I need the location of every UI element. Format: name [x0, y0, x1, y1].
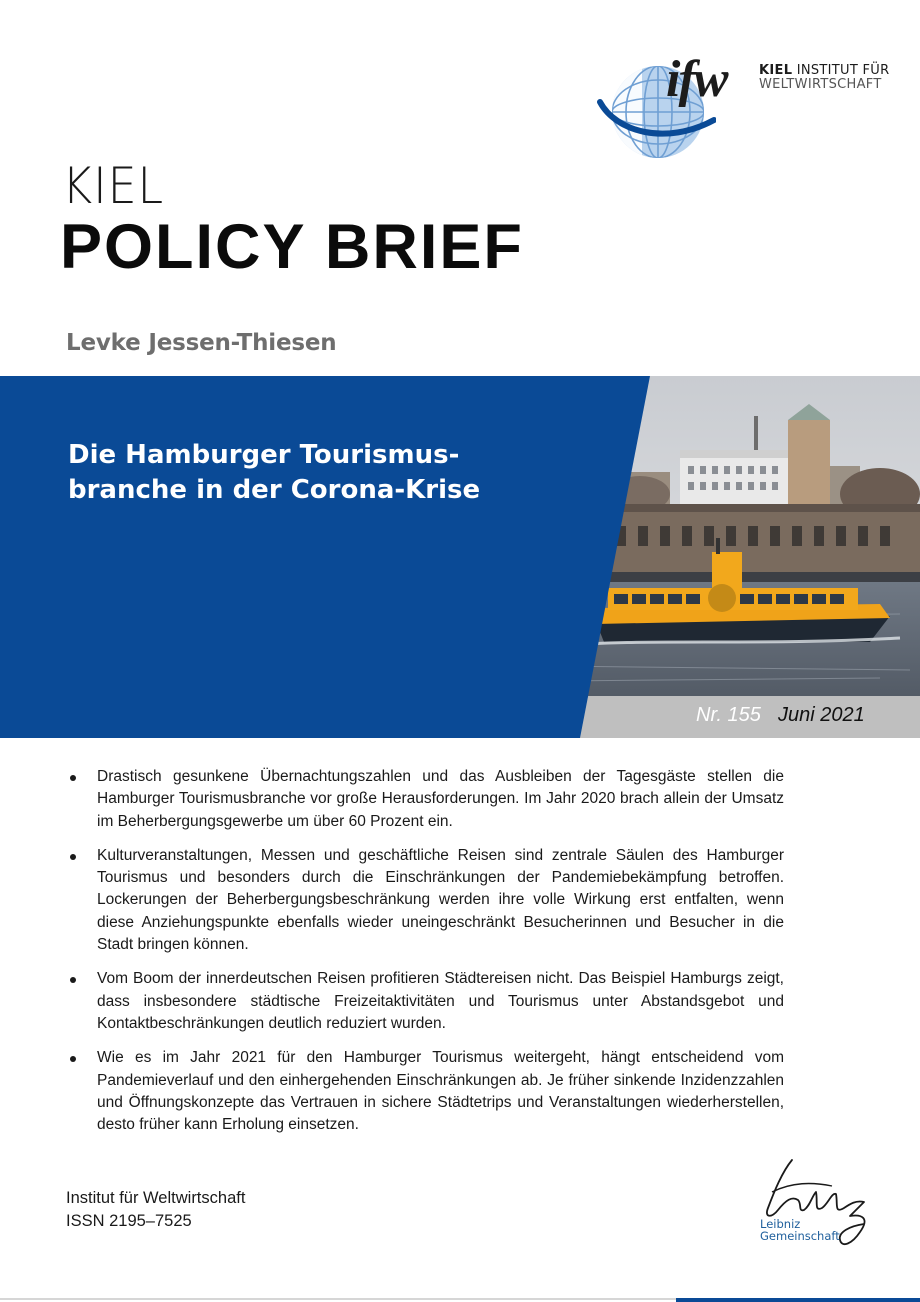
issn: ISSN 2195–7525	[66, 1212, 192, 1230]
key-point	[66, 766, 784, 833]
brief-title	[68, 438, 588, 508]
leibniz-line1: Leibniz	[760, 1217, 801, 1231]
bullet-icon	[70, 977, 76, 983]
bullet-icon	[70, 1056, 76, 1062]
logo-institut-fuer: INSTITUT FÜR	[796, 63, 890, 78]
key-point	[66, 1047, 784, 1136]
leibniz-line2: Gemeinschaft	[760, 1229, 840, 1243]
ifw-wordmark: ifw	[666, 51, 727, 108]
brief-title-line1: Die Hamburger Tourismus-	[68, 440, 460, 470]
footer-accent-bar	[676, 1298, 920, 1302]
leibniz-wordmark	[760, 1218, 840, 1242]
series-title-policy-brief: POLICY BRIEF	[60, 212, 524, 282]
key-point-text: Drastisch gesunkene Übernachtungszahlen und das Ausbleiben der Tagesgäste stellen die Hamburger Tourismusbranche vor große Herausforderungen. Im Jahr 2020 brach allein der Umsatz im Beherbergungsgewerbe um über 60 Prozent ein.	[97, 768, 784, 830]
series-title-kiel: KIEL	[62, 157, 165, 215]
key-point-text: Wie es im Jahr 2021 für den Hamburger Tourismus weitergeht, hängt entscheidend vom Pandemieverlauf und den einhergehenden Einschränkungen ab. Je früher sinkende Inzidenzzahlen und Öffnungskonzepte das Vertrauen in sichere Städtetrips und Veranstaltungen wiederherstellen, desto früher kann Erholung einsetzen.	[97, 1049, 784, 1134]
issue-date: Juni 2021	[778, 704, 865, 726]
ifw-logo	[596, 50, 906, 170]
bullet-icon	[70, 854, 76, 860]
logo-kiel: KIEL	[759, 63, 793, 78]
ifw-institute-name	[759, 64, 889, 92]
key-point-text: Vom Boom der innerdeutschen Reisen profitieren Städtereisen nicht. Das Beispiel Hamburgs zeigt, dass insbesondere städtische Freizeitaktivitäten und Tourismus unter Abstandsgebot und Kontaktbeschränkungen deutlich reduziert wurden.	[97, 970, 784, 1032]
key-points-list	[66, 766, 784, 1148]
leibniz-signature-icon	[752, 1152, 882, 1262]
banner-blue-panel	[0, 376, 650, 738]
key-point	[66, 845, 784, 956]
author-name: Levke Jessen-Thiesen	[66, 330, 337, 356]
title-banner	[0, 376, 920, 738]
brief-title-line2: branche in der Corona-Krise	[68, 475, 481, 505]
publisher-name: Institut für Weltwirtschaft	[66, 1189, 246, 1207]
key-point	[66, 968, 784, 1035]
bullet-icon	[70, 775, 76, 781]
key-point-text: Kulturveranstaltungen, Messen und geschäftliche Reisen sind zentrale Säulen des Hamburger Tourismus und besonders durch die Einschränkungen der Pandemiebekämpfung betroffen. Lockerungen der Beherbergungsbeschränkung werden ihre volle Wirkung erst entfalten, wenn diese Anziehungspunkte ebenfalls wieder uneingeschränkt Besucherinnen und Besucher in die Stadt bringen können.	[97, 846, 784, 954]
logo-weltwirtschaft: WELTWIRTSCHAFT	[759, 77, 882, 92]
publisher-info	[66, 1187, 245, 1233]
issue-number: Nr. 155	[696, 704, 761, 726]
leibniz-logo	[752, 1152, 882, 1262]
